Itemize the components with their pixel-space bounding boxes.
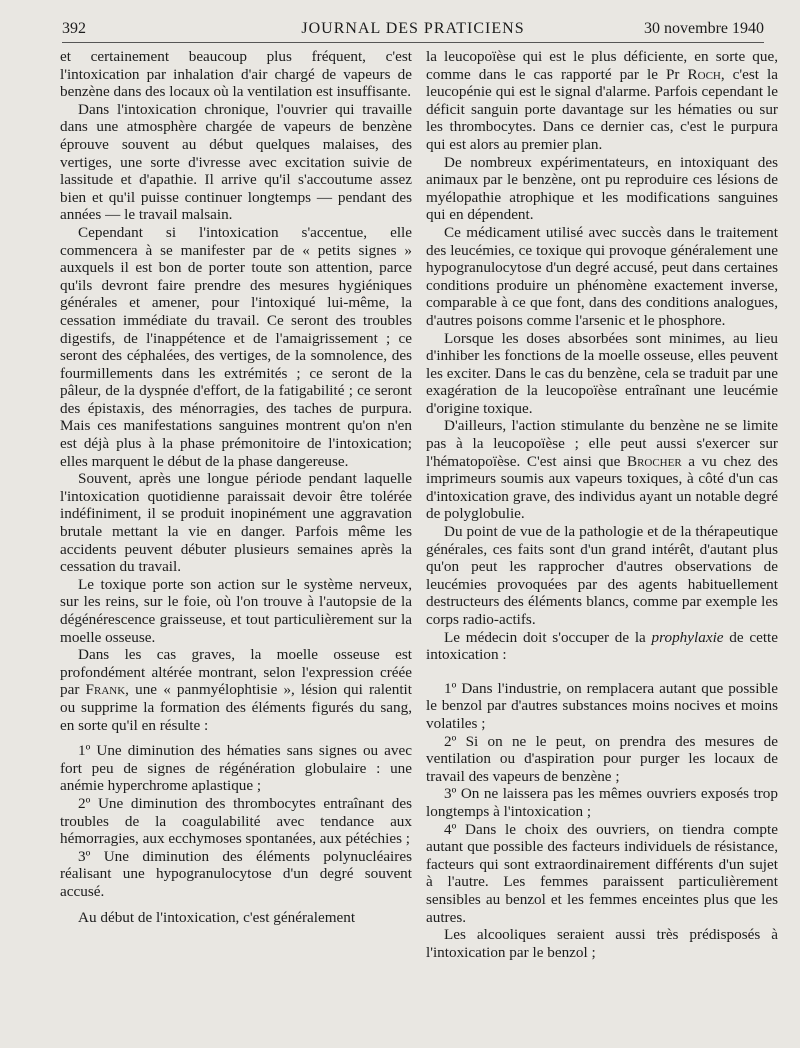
paragraph: Du point de vue de la pathologie et de la thérapeutique générales, ces faits sont d'un grand intérêt, d'autant plus qu'on peut les rapprocher d'autres observations de leucémies provoquées par des agents habituellement destructeurs des éléments blancs, comme par exemple les corps radio-actifs. [426,523,778,628]
author-name: Roch [687,65,721,83]
list-item: 1º Une diminution des hématies sans signes ou avec fort peu de signes de régénération globulaire : une anémie hyperchrome aplastique ; [60,742,412,795]
paragraph: Ce médicament utilisé avec succès dans le traitement des leucémies, ce toxique qui provoque généralement une hypogranulocytose d'un degré accusé, peut dans certaines conditions produire un phénomène exactement inverse, comparable à ce que font, dans des conditions analogues, d'autres poisons comme l'arsenic et le phosphore. [426,223,778,329]
text-run: la leucopoïèse qui est le plus déficiente, en sorte que, comme dans le cas rapporté par le Pr [426,48,778,83]
paragraph: De nombreux expérimentateurs, en intoxiquant des animaux par le benzène, ont pu reproduire ces lésions de myélopathie atrophique et les modifications sanguines qui en dépendent. [426,153,778,224]
text-run: Le médecin doit s'occuper de la [444,628,652,646]
paragraph: Au début de l'intoxication, c'est généralement [78,908,356,926]
text-run: a vu chez des imprimeurs soumis aux vapeurs toxiques, à côté d'un cas d'intoxication grave, des individus ayant un notable degré de polyglobulie. [426,452,778,523]
text-run: Dans les cas graves, la moelle osseuse est profondément altérée montrant, selon l'expression créée par [60,646,412,699]
author-name: Brocher [626,452,682,470]
paragraph [426,629,778,664]
list-item: 1º Dans l'industrie, on remplacera autant que possible le benzol par d'autres substances moins nocives et moins volatiles ; [426,679,778,732]
list-item: 2º Une diminution des thrombocytes entraînant des troubles de la coagulabilité avec tendance aux hémorragies, aux ecchymoses spontanées, aux pétéchies ; [60,794,412,848]
paragraph: Dans l'intoxication chronique, l'ouvrier qui travaille dans une atmosphère chargée de vapeurs de benzène éprouve souvent au début quelques malaises, des vertiges, une sorte d'ivresse avec excitation suivie de lassitude et d'apathie. Il arrive qu'il s'accoutume assez bien et qu'il puisse continuer longtemps — pendant des années — le travail malsain. [60,100,412,224]
journal-title: JOURNAL DES PRATICIENS [301,20,525,37]
text-run: , c'est la leucopénie qui est le signal d'alarme. Parfois cependant le déficit sanguin porte davantage sur les hématies ou sur les thrombocytes. Dans ce dernier cas, c'est le purpura qui est alors au premier plan. [426,65,778,153]
paragraph [426,48,778,154]
paragraph: Les alcooliques seraient aussi très prédisposés à l'intoxication par le benzol ; [426,926,778,961]
list-item: 4º Dans le choix des ouvriers, on tiendra compte autant que possible des facteurs individuels de résistance, facteurs qui sont extraordinairement différents d'un sujet à l'autre. Les femmes paraissent particulièrement sensibles au benzol et les femmes enceintes plus que les autres. [426,820,778,926]
paragraph: Le toxique porte son action sur le système nerveux, sur les reins, sur le foie, où l'on trouve à l'autopsie de la dégénérescence graisseuse, et tout particulièrement sur la moelle osseuse. [60,575,412,646]
right-column [426,48,778,961]
list-item: 3º On ne laissera pas les mêmes ouvriers exposés trop longtemps à l'intoxication ; [426,785,778,820]
list-item: 3º Une diminution des éléments polynucléaires réalisant une hypogranulocytose d'un degré souvent accusé. [60,847,412,900]
list-item: 2º Si on ne le peut, on prendra des mesures de ventilation ou d'aspiration pour purger les locaux de travail des vapeurs de benzène ; [426,732,778,785]
issue-date: 30 novembre 1940 [644,20,764,37]
paragraph: Lorsque les doses absorbées sont minimes, au lieu d'inhiber les fonctions de la moelle osseuse, elles peuvent les exciter. Dans le cas du benzène, cela se traduit par une exagération de la leucopoïèse entraînant une leucémie d'origine toxique. [426,329,778,417]
left-column [60,48,412,926]
paragraph: Souvent, après une longue période pendant laquelle l'intoxication quotidienne paraissait devoir être tolérée indéfiniment, il se produit inopinément une aggravation brutale mettant la vie en danger. Parfois même les accidents peuvent débuter plusieurs semaines après la cessation du travail. [60,470,412,576]
paragraph [426,417,778,523]
author-name: Frank [85,681,126,699]
paragraph: Cependant si l'intoxication s'accentue, elle commencera à se manifester par de « petits signes » auxquels il est bon de porter toute son attention, parce qu'ils devront faire prendre des mesures hygiéniques générales et amener, pour l'intoxiqué lui-même, la cessation immédiate du travail. Ce seront des troubles digestifs, de l'inappétence et de l'amaigrissement ; ce seront des céphalées, des vertiges, de la somnolence, des fourmillements dans les extrémités ; ce seront de la pâleur, de la dyspnée d'effort, de la fatigabilité ; ce seront des épistaxis, des ménorragies, des taches de purpura. Mais ces manifestations sanguines montrent qu'on n'en est déjà plus à la phase prémonitoire de l'intoxication; elles marquent le début de la phase dangereuse. [60,223,412,470]
running-header [62,20,764,43]
text-run: de cette intoxication : [426,628,779,664]
page-number: 392 [62,20,86,37]
paragraph: et certainement beaucoup plus fréquent, c'est l'intoxication par inhalation d'air chargé de vapeurs de benzène dans des locaux où la ventilation est insuffisante. [60,48,412,101]
text-run: , une « panmyélophtisie », lésion qui ralentit ou supprime la formation des éléments figurés du sang, en sorte qu'il en résulte : [60,681,412,734]
emphasis: prophylaxie [651,628,724,646]
text-run: D'ailleurs, l'action stimulante du benzène ne se limite pas à la leucopoïèse ; elle peut aussi s'exercer sur l'hématopoïèse. C'est ainsi que [426,417,778,470]
paragraph [60,646,412,734]
